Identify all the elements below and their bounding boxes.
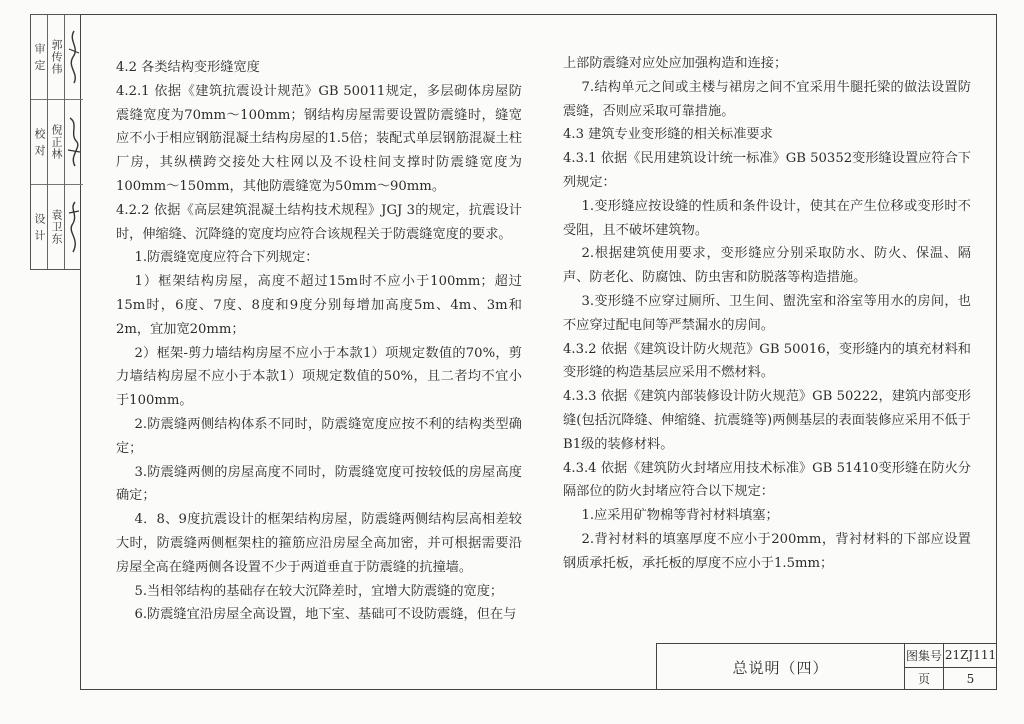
section-heading: 4.3 建筑专业变形缝的相关标准要求 bbox=[563, 127, 773, 143]
paragraph: 4.3.1 依据《民用建筑设计统一标准》GB 50352变形缝设置应符合下列规定： bbox=[563, 151, 971, 190]
approval-role: 校 对 bbox=[31, 100, 47, 185]
atlas-label: 图集号 bbox=[905, 644, 944, 667]
page-number: 5 bbox=[966, 671, 975, 686]
approval-name: 郭传伟 bbox=[48, 15, 64, 100]
paragraph: 4.3.3 依据《建筑内部装修设计防火规范》GB 50222，建筑内部变形缝(包括沉降缝、伸缩缝、抗震缝等)两侧基层的表面装修应采用不低于B1级的装修材料。 bbox=[563, 389, 971, 452]
paragraph: 3.防震缝两侧的房屋高度不同时，防震缝宽度可按较低的房屋高度确定； bbox=[116, 464, 522, 504]
paragraph: 1）框架结构房屋，高度不超过15m时不应小于100mm；超过15m时，6度、7度、8度和9度分别每增加高度5m、4m、3m和2m，宜加宽20mm； bbox=[116, 274, 522, 337]
paragraph: 4.2.1 依据《建筑抗震设计规范》GB 50011规定，多层砌体房屋防震缝宽度为70mm～100mm；钢结构房屋需要设置防震缝时，缝宽应不小于相应钢筋混凝土结构房屋的1.5倍；装配式单层钢筋混凝土柱厂房，其纵横跨交接处大柱网以及不设柱间支撑时防震缝宽度为100mm～150mm，其他防震缝宽为50mm～90mm。 bbox=[116, 83, 522, 194]
signature bbox=[65, 100, 83, 185]
approval-name: 倪正林 bbox=[48, 100, 64, 185]
page-label: 页 bbox=[905, 668, 944, 691]
page-row bbox=[905, 668, 997, 691]
paragraph: 4.2 各类结构变形缝宽度 bbox=[116, 60, 260, 75]
approval-role: 审 定 bbox=[31, 15, 47, 100]
title-block-info bbox=[905, 644, 997, 690]
sheet-title: 总说明（四） bbox=[657, 644, 905, 690]
signature bbox=[65, 185, 83, 269]
paragraph: 3.变形缝不应穿过厕所、卫生间、盥洗室和浴室等用水的房间，也不应穿过配电间等严禁漏水的房间。 bbox=[563, 293, 971, 333]
paragraph: 2）框架-剪力墙结构房屋不应小于本款1）项规定数值的70%，剪力墙结构房屋不应小于本款1）项规定数值的50%，且二者均不宜小于100mm。 bbox=[116, 345, 522, 409]
paragraph: 7.结构单元之间或主楼与裙房之间不宜采用牛腿托梁的做法设置防震缝，否则应采取可靠措施。 bbox=[563, 79, 971, 119]
paragraph: 4.2.2 依据《高层建筑混凝土结构技术规程》JGJ 3的规定，抗震设计时，伸缩缝、沉降缝的宽度均应符合该规程关于防震缝宽度的要求。 bbox=[116, 202, 522, 242]
paragraph: 5.当相邻结构的基础存在较大沉降差时，宜增大防震缝的宽度； bbox=[134, 583, 504, 599]
paragraph: 1.变形缝应按设缝的性质和条件设计，使其在产生位移或变形时不受阻，且不破坏建筑物。 bbox=[563, 198, 971, 238]
paragraph: 2.背衬材料的填塞厚度不应小于200mm，背衬材料的下部应设置钢质承托板，承托板的厚度不应小于1.5mm； bbox=[563, 531, 971, 571]
right-column bbox=[563, 52, 971, 576]
approval-name-column bbox=[48, 15, 65, 269]
title-block bbox=[656, 643, 997, 690]
left-column bbox=[116, 56, 522, 627]
paragraph: 4.3.4 依据《建筑防火封堵应用技术标准》GB 51410变形缝在防火分隔部位的防火封堵应符合以下规定： bbox=[563, 460, 971, 500]
approval-strip bbox=[30, 14, 80, 270]
atlas-row bbox=[905, 644, 997, 668]
approval-signature-column bbox=[65, 15, 83, 269]
paragraph: 4．8、9度抗震设计的框架结构房屋，防震缝两侧结构层高相差较大时，防震缝两侧框架柱的箍筋应沿房屋全高加密，并可根据需要沿房屋全高在缝两侧各设置不少于两道垂直于防震缝的抗撞墙。 bbox=[116, 512, 522, 575]
signature bbox=[65, 15, 83, 100]
approval-role-column bbox=[31, 15, 48, 269]
paragraph: 上部防震缝对应处应加强构造和连接； bbox=[563, 56, 788, 71]
paragraph: 1.防震缝宽度应符合下列规定： bbox=[134, 250, 319, 266]
approval-role: 设 计 bbox=[33, 212, 46, 242]
approval-name: 袁卫东 bbox=[50, 209, 63, 245]
paragraph: 1.应采用矿物棉等背衬材料填塞； bbox=[581, 508, 779, 524]
paragraph: 2.防震缝两侧结构体系不同时，防震缝宽度应按不利的结构类型确定； bbox=[116, 416, 522, 456]
paragraph: 4.3.2 依据《建筑设计防火规范》GB 50016，变形缝内的填充材料和变形缝的构造基层应采用不燃材料。 bbox=[563, 341, 971, 381]
paragraph: 6.防震缝宜沿房屋全高设置，地下室、基础可不设防震缝，但在与 bbox=[134, 607, 517, 623]
atlas-number: 21ZJ111 bbox=[944, 648, 997, 663]
paragraph: 2.根据建筑使用要求，变形缝应分别采取防水、防火、保温、隔声、防老化、防腐蚀、防虫害和防脱落等构造措施。 bbox=[563, 246, 971, 286]
